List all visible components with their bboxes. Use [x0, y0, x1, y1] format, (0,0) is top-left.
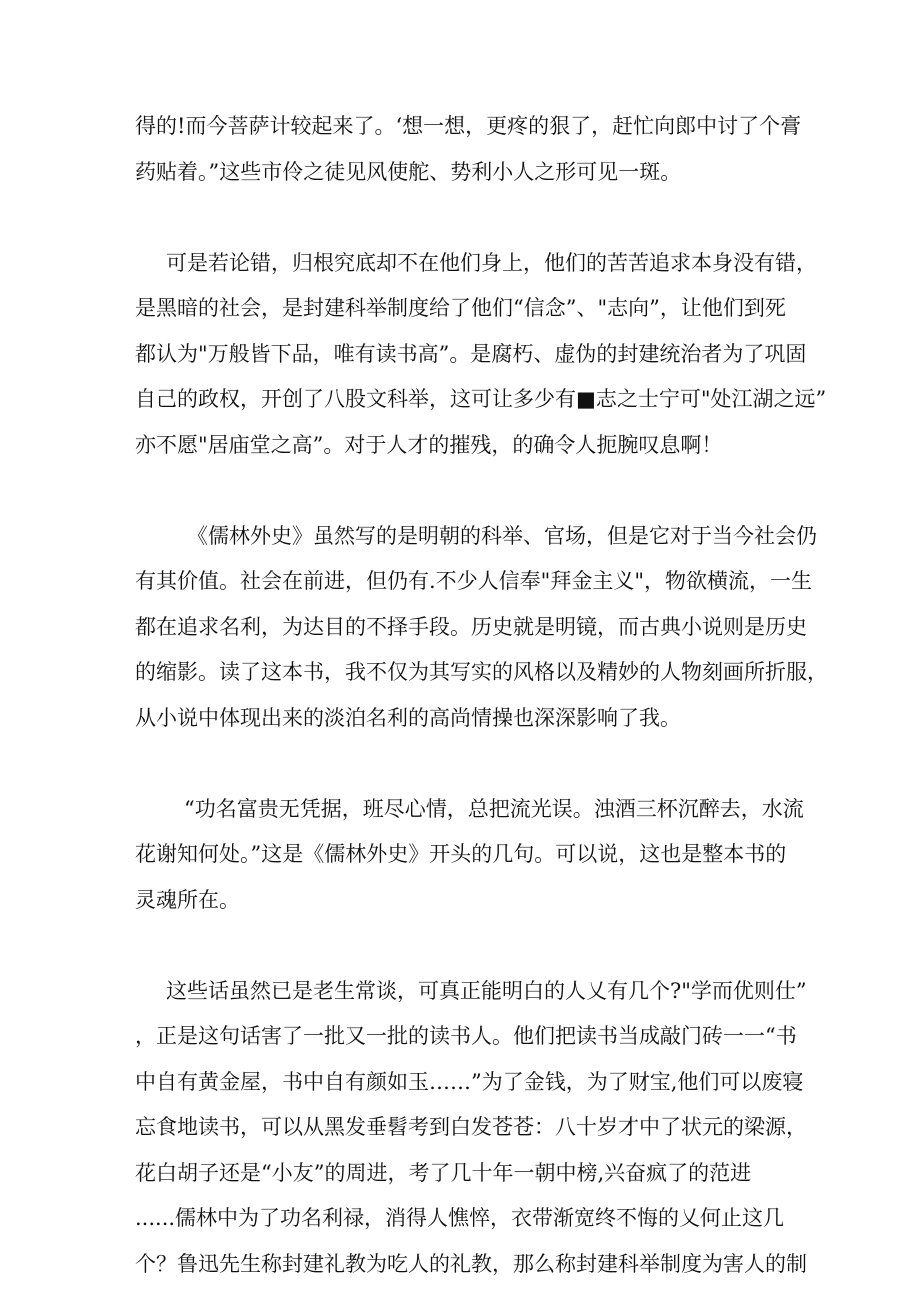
text-line: 花谢知何处。”这是《儒林外史》开头的几句。可以说，这也是整本书的 [135, 842, 787, 866]
text-line: 得的!而今菩萨计较起来了。‘想一想，更疼的狠了，赶忙向郎中讨了个膏 [135, 114, 802, 138]
text-line: 亦不愿"居庙堂之高”。对于人才的摧残，的确令人扼腕叹息啊！ [135, 432, 723, 457]
text-line: 灵魂所在。 [135, 887, 240, 912]
paragraph-gap [135, 923, 795, 969]
document-body [135, 104, 828, 1287]
text-line: 忘食地读书，可以从黑发垂髫考到白发苍苍：八十岁才中了状元的梁源， [135, 1115, 807, 1139]
text-line: 自己的政权，开创了八股文科举，这可让多少有■志之士宁可"处江湖之远” [135, 387, 827, 411]
text-line: 的缩影。读了这本书，我不仅为其写实的风格以及精妙的人物刻画所折服， [135, 660, 828, 684]
text-line: 可是若论错，归根究底却不在他们身上，他们的苦苦追求本身没有错， [166, 250, 817, 275]
text-line: 花白胡子还是“小友”的周进，考了几十年一朝中榜,兴奋疯了的范进 [135, 1160, 752, 1185]
paragraph-gap [135, 468, 795, 514]
text-line: 都认为"万般皆下品，唯有读书高”。是腐朽、虚伪的封建统治者为了巩固 [135, 341, 807, 366]
text-line: 中自有黄金屋，书中自有颜如玉……”为了金钱，为了财宝,他们可以废寝 [135, 1069, 804, 1094]
text-line: 这些话虽然已是老生常谈，可真正能明白的人乂有几个?"学而优则仕” [166, 978, 807, 1003]
text-line: 《儒林外史》虽然写的是明朝的科举、官场，但是它对于当今社会仍 [187, 523, 817, 548]
text-line: 是黑暗的社会，是封建科举制度给了他们“信念”、"志向”，让他们到死 [135, 296, 786, 320]
paragraph-gap [135, 195, 795, 241]
text-line: ，正是这句话害了一批又一批的读书人。他们把读书当成敲门砖一一“书 [135, 1024, 797, 1048]
text-line: 个？鲁迅先生称封建礼教为吃人的礼教，那么称封建科举制度为害人的制 [135, 1251, 807, 1276]
text-line: ......儒林中为了功名利禄，消得人憔悴，衣带渐宽终不悔的乂何止这几 [135, 1206, 785, 1230]
text-line: “功名富贵无凭据，班尽心情，总把流光误。浊酒三杯沉醉去，水流 [184, 796, 804, 821]
text-line: 有其价值。社会在前进，但仍有.不少人信奉"拜金主义"，物欲横流，一生 [135, 569, 812, 593]
text-line: 从小说中体现出来的淡泊名利的高尚情操也深深影响了我。 [135, 705, 681, 730]
text-line: 都在追求名利，为达目的不择手段。历史就是明镜，而古典小说则是历史 [135, 614, 807, 639]
text-line: 药贴着。”这些市伶之徒见风使舵、势利小人之形可见一斑。 [135, 159, 682, 184]
paragraph-gap [135, 741, 795, 787]
